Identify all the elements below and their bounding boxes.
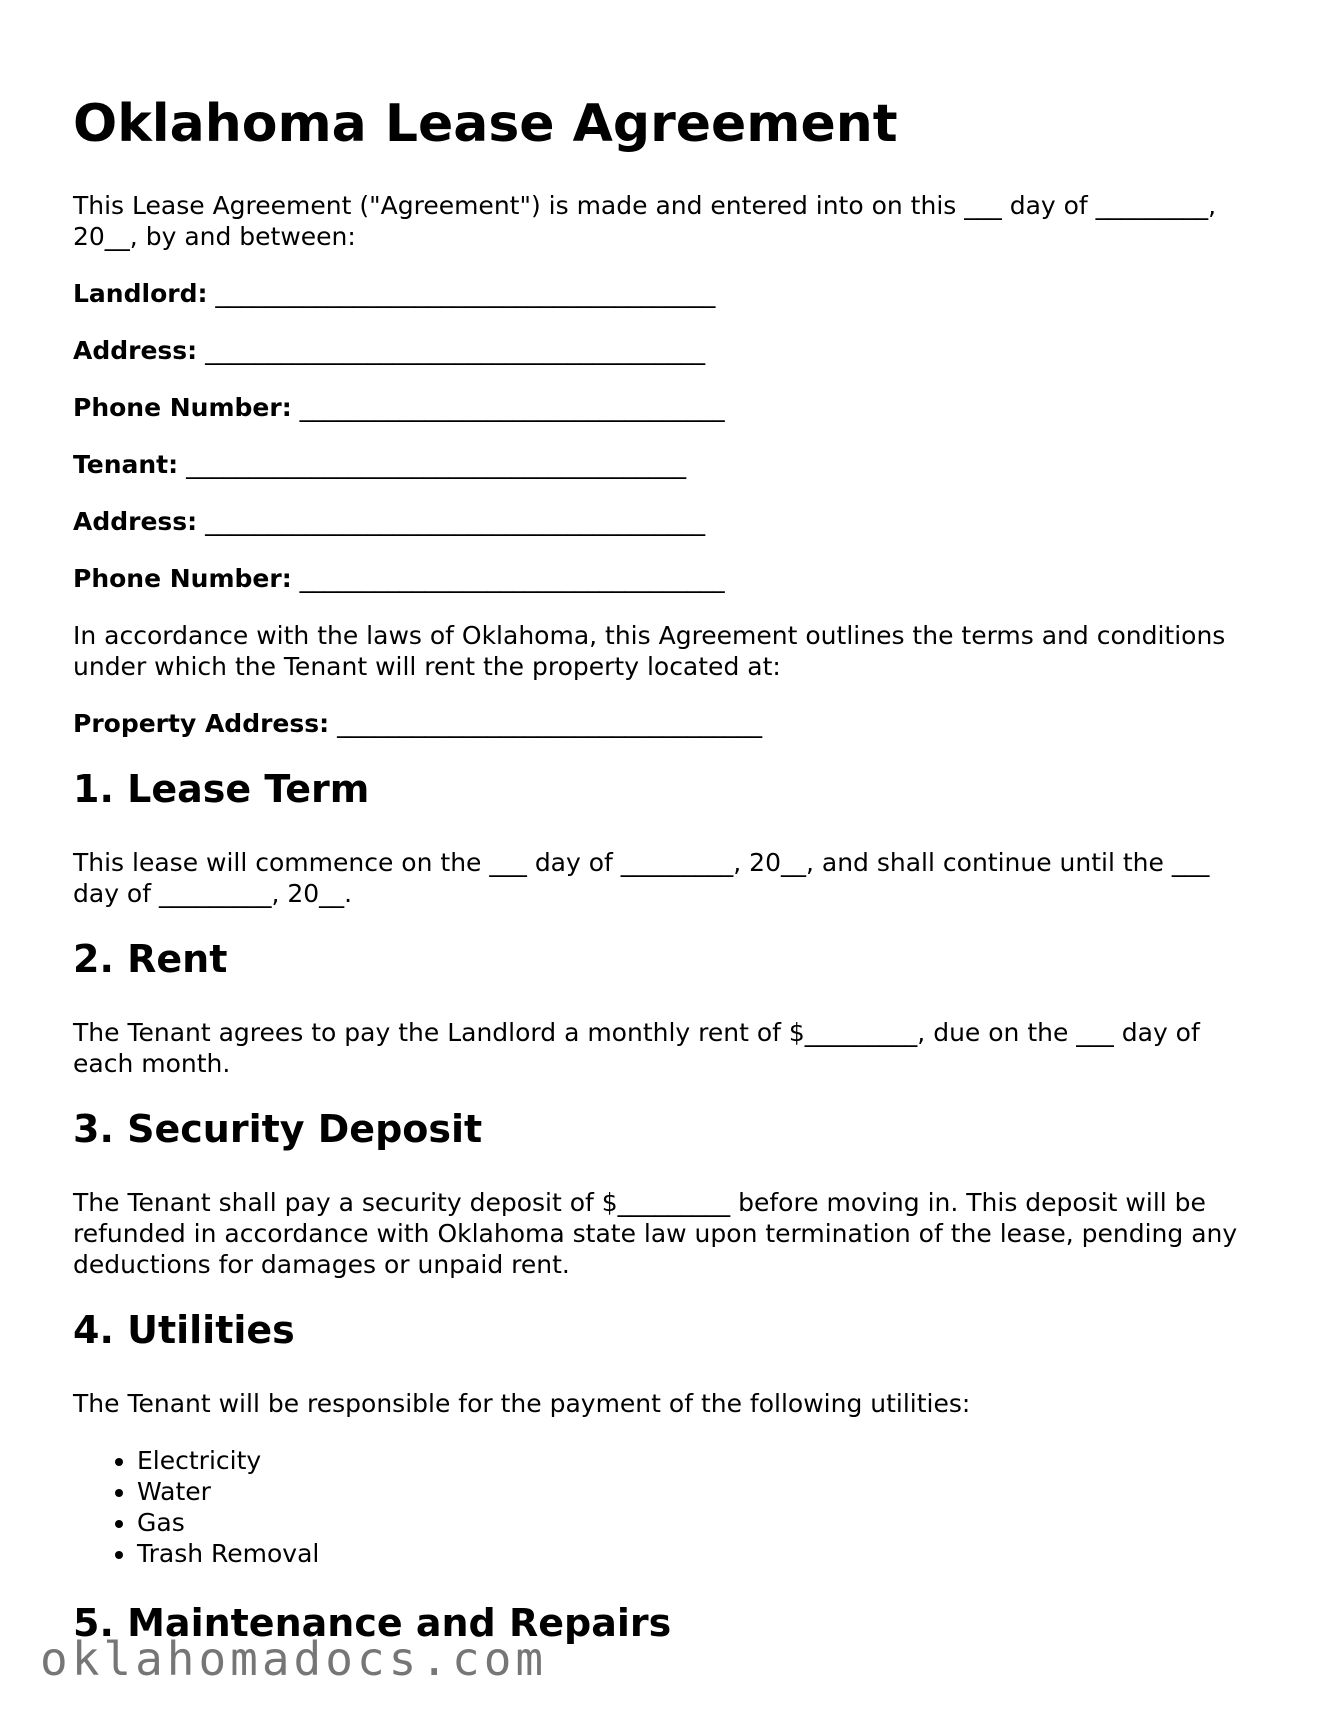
section-heading-utilities: 4. Utilities [73, 1308, 295, 1352]
property-address-label: Property Address: [73, 709, 330, 738]
property-address-blank: __________________________________ [337, 709, 763, 738]
list-item: • Gas [137, 1507, 1253, 1538]
landlord-field [73, 278, 1253, 309]
watermark: oklahomadocs.com [40, 1632, 548, 1686]
tenant-field [73, 449, 1253, 480]
tenant-address-blank: ________________________________________ [205, 507, 706, 536]
section-heading-rent: 2. Rent [73, 937, 228, 981]
property-address-field [73, 708, 1253, 739]
accordance-paragraph: In accordance with the laws of Oklahoma, this Agreement outlines the terms and conditions under which the Tenant will rent the property located at: [73, 621, 1226, 681]
list-item: • Trash Removal [137, 1538, 1253, 1569]
landlord-blank: ________________________________________ [215, 279, 716, 308]
utilities-list [73, 1445, 1253, 1569]
landlord-address-field [73, 335, 1253, 366]
utilities-paragraph: The Tenant will be responsible for the payment of the following utilities: [73, 1389, 971, 1418]
document-page [73, 88, 1253, 1681]
tenant-address-field [73, 506, 1253, 537]
landlord-phone-field [73, 392, 1253, 423]
landlord-phone-blank: __________________________________ [299, 393, 725, 422]
section-heading-maintenance: 5. Maintenance and Repairs [73, 1601, 672, 1645]
tenant-address-label: Address: [73, 507, 198, 536]
tenant-phone-blank: __________________________________ [299, 564, 725, 593]
landlord-label: Landlord: [73, 279, 208, 308]
lease-term-paragraph: This lease will commence on the ___ day of _________, 20__, and shall continue until the ___ day of _________, 20__. [73, 848, 1210, 908]
section-heading-security-deposit: 3. Security Deposit [73, 1107, 483, 1151]
tenant-phone-label: Phone Number: [73, 564, 292, 593]
tenant-phone-field [73, 563, 1253, 594]
landlord-phone-label: Phone Number: [73, 393, 292, 422]
intro-paragraph: This Lease Agreement ("Agreement") is made and entered into on this ___ day of _________, 20__, by and between: [73, 191, 1217, 251]
landlord-address-blank: ________________________________________ [205, 336, 706, 365]
list-item: • Water [137, 1476, 1253, 1507]
landlord-address-label: Address: [73, 336, 198, 365]
security-deposit-paragraph: The Tenant shall pay a security deposit of $_________ before moving in. This deposit will be refunded in accordance with Oklahoma state law upon termination of the lease, pending any deductions for damages or unpaid rent. [73, 1188, 1238, 1279]
document-title: Oklahoma Lease Agreement [73, 94, 898, 154]
section-heading-lease-term: 1. Lease Term [73, 767, 370, 811]
tenant-label: Tenant: [73, 450, 179, 479]
rent-paragraph: The Tenant agrees to pay the Landlord a monthly rent of $_________, due on the ___ day of each month. [73, 1018, 1200, 1078]
tenant-blank: ________________________________________ [186, 450, 687, 479]
list-item: • Electricity [137, 1445, 1253, 1476]
